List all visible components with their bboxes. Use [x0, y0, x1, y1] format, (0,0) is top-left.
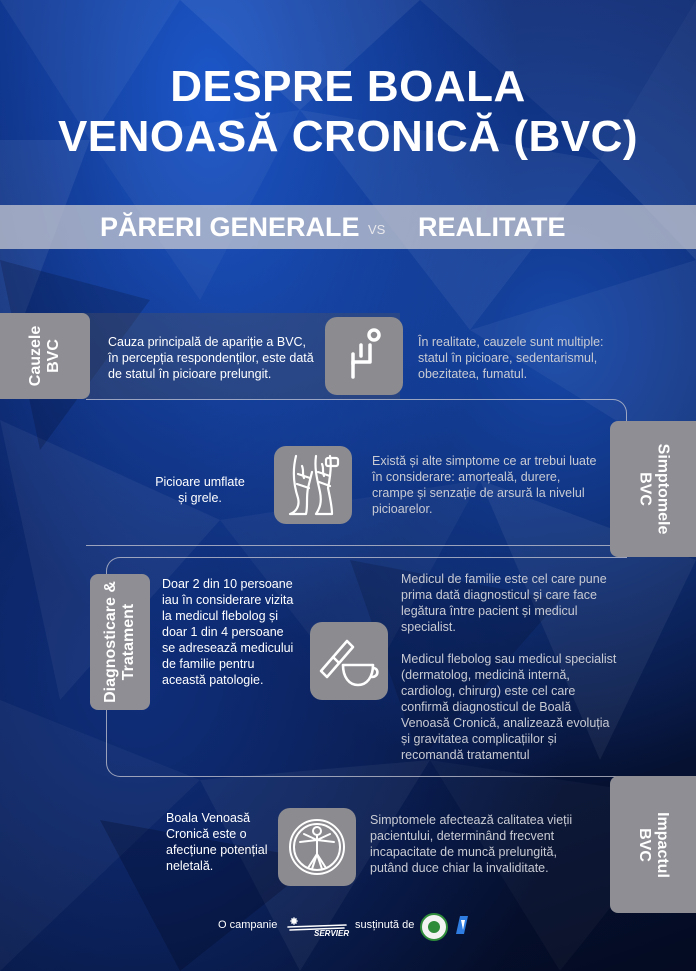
title-line-1: DESPRE BOALA: [170, 62, 526, 111]
swollen-legs-icon: [282, 452, 344, 518]
symptoms-perception-line2: și grele.: [178, 491, 222, 505]
footer-campaign-text: O campanie: [218, 919, 278, 931]
tab-symptoms-line1: Simptomele: [654, 443, 671, 535]
tab-causes-line1: Cauzele: [27, 325, 44, 387]
servier-logo: [284, 914, 354, 940]
society-seal-center: [428, 921, 440, 933]
pill-and-cup-icon: [317, 631, 381, 691]
impact-perception: Boala Venoasă Cronică este o afecțiune potențial neletală.: [166, 811, 268, 873]
header-vs: VS: [368, 222, 386, 237]
diagnosis-reality-p2: Medicul flebolog sau medicul specialist (dermatolog, medicină internă, cardiolog, chirurg) este cel care confirmă diagnosticul de Boală Venoasă Cronică, analizează evoluția și gravitatea complicațiilor și recomandă tratamentul: [401, 652, 617, 762]
header-reality: REALITATE: [418, 212, 566, 242]
diagnosis-reality-p1: Medicul de familie este cel care pune prima dată diagnosticul și care face legătura între pacient și medicul specialist.: [401, 572, 607, 634]
tab-diagnosis: [90, 574, 150, 710]
vitruvian-man-icon: [286, 816, 348, 878]
tab-diagnosis-line1: Diagnosticare &: [102, 581, 119, 703]
causes-perception: Cauza principală de apariție a BVC, în percepția respondenților, este dată de statul în picioare prelungit.: [108, 335, 314, 381]
page-title: [0, 62, 696, 162]
tab-impact-line2: BVC: [635, 827, 653, 862]
partner-logo-mark: [455, 914, 469, 936]
causes-icon-box: [325, 317, 403, 395]
tab-impact-line1: Impactul: [653, 811, 671, 878]
title-line-2: VENOASĂ CRONICĂ (BVC): [57, 112, 639, 161]
causes-reality: În realitate, cauzele sunt multiple: statul în picioare, sedentarismul, obezitatea, fumatul.: [418, 335, 604, 381]
servier-logo-text: SERVIER: [314, 929, 350, 938]
diagnosis-perception: Doar 2 din 10 persoane iau în considerare vizita la medicul flebolog și doar 1 din 4 persoane se adresează medicului de familie pentru această patologie.: [162, 577, 294, 687]
symptoms-perception-line1: Picioare umflate: [155, 475, 245, 489]
diagnosis-icon-box: [310, 622, 388, 700]
impact-reality: Simptomele afectează calitatea vieții pacientului, determinând frecvent incapacitate de muncă prelungită, putând duce chiar la invaliditate.: [370, 813, 573, 875]
diagnosis-reality: [401, 571, 621, 763]
symptoms-icon-box: [274, 446, 352, 524]
impact-icon-box: [278, 808, 356, 886]
tab-causes-line2: BVC: [45, 339, 62, 373]
comparison-header: [0, 205, 696, 249]
tab-symptoms-line2: BVC: [636, 472, 653, 506]
header-general-opinions: PĂRERI GENERALE: [100, 212, 360, 242]
tab-diagnosis-line2: Tratament: [120, 603, 137, 681]
tab-impact: [610, 776, 696, 913]
person-sitting-icon: [336, 326, 392, 386]
tab-symptoms: [610, 421, 696, 557]
footer-supported-text: susținută de: [355, 919, 415, 931]
tab-causes: [0, 313, 90, 399]
symptoms-reality: Există și alte simptome ce ar trebui luate în considerare: amorțeală, durere, crampe și senzație de arsură la nivelul picioarelor.: [372, 454, 597, 516]
symptoms-perception: [140, 474, 260, 506]
society-seal-logo: [420, 913, 448, 941]
partner-logo: [455, 914, 469, 936]
